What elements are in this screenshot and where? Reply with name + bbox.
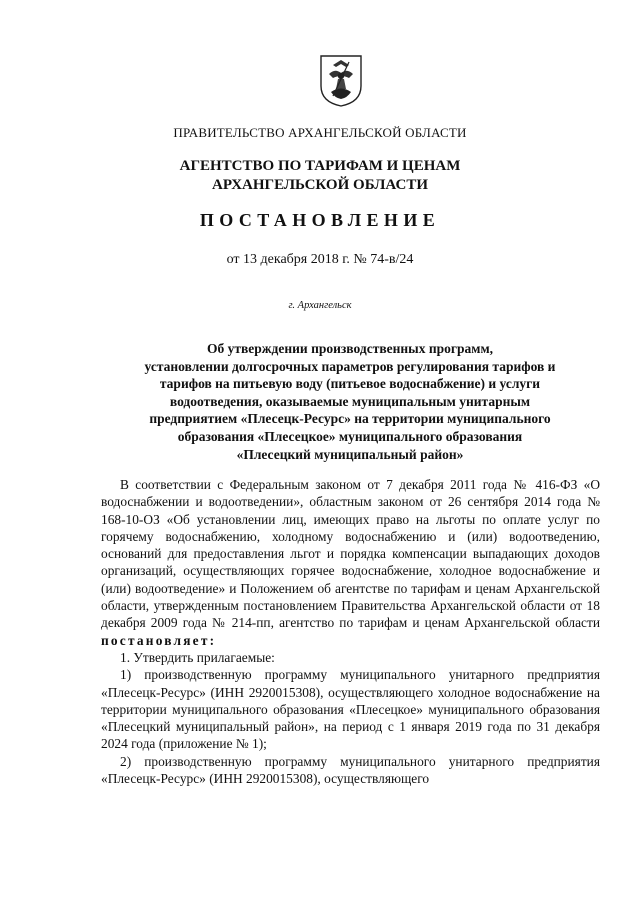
preamble-paragraph bbox=[101, 476, 600, 649]
arkhangelsk-coat-of-arms-icon bbox=[319, 54, 363, 108]
document-body bbox=[101, 476, 600, 787]
agency-name bbox=[0, 157, 640, 195]
preamble-text: В соответствии с Федеральным законом от 7 декабря 2011 года № 416-ФЗ «О водоснабжении и водоотведении», областным законом от 26 сентября 2014 года № 168-10-ОЗ «Об установлении лиц, имеющих право на льготы по оплате услуг по горячему водоснабжению, холодному водоснабжению и (или) водоотведению, оснований для предоставления льгот и порядка компенсации выпадающих доходов организаций, осуществляющих горячее водоснабжение, холодное водоснабжение и (или) водоотведение» и Положением об агентстве по тарифам и ценам Архангельской области, утвержденным постановлением Правительства Архангельской области от 18 декабря 2009 года № 214-пп, агентство по тарифам и ценам Архангельской области bbox=[101, 477, 600, 631]
document-city: г. Архангельск bbox=[288, 300, 352, 311]
item-1-subitem-1: 1) производственную программу муниципального унитарного предприятия «Плесецк-Ресурс» (ИНН 2920015308), осуществляющего холодное водоснабжение на территории муниципального образования «Плесецкое» муниципального образования «Плесецкий муниципальный район», на период с 1 января 2019 года по 31 декабря 2024 года (приложение № 1); bbox=[101, 667, 600, 752]
government-name: ПРАВИТЕЛЬСТВО АРХАНГЕЛЬСКОЙ ОБЛАСТИ bbox=[173, 125, 467, 140]
document-type: ПОСТАНОВЛЕНИЕ bbox=[199, 210, 441, 230]
title-line: установлении долгосрочных параметров регулирования тарифов и bbox=[144, 358, 556, 374]
title-line: «Плесецкий муниципальный район» bbox=[236, 446, 464, 462]
document-date-number: от 13 декабря 2018 г. № 74-в/24 bbox=[226, 252, 414, 267]
title-line: тарифов на питьевую воду (питьевое водоснабжение) и услуги bbox=[159, 376, 541, 392]
title-line: Об утверждении производственных программ, bbox=[206, 341, 494, 356]
agency-name-line-1: АГЕНТСТВО ПО ТАРИФАМ И ЦЕНАМ bbox=[179, 158, 461, 174]
agency-name-line-2: АРХАНГЕЛЬСКОЙ ОБЛАСТИ bbox=[212, 177, 428, 193]
title-line: водоотведения, оказываемые муниципальным унитарным bbox=[169, 393, 531, 409]
item-1-subitem-2: 2) производственную программу муниципального унитарного предприятия «Плесецк-Ресурс» (ИНН 2920015308), осуществляющего bbox=[101, 753, 600, 787]
title-line: образования «Плесецкое» муниципального образования bbox=[177, 428, 523, 444]
title-line: предприятием «Плесецк-Ресурс» на территории муниципального bbox=[149, 411, 551, 427]
item-1: 1. Утвердить прилагаемые: bbox=[120, 649, 275, 665]
document-title bbox=[100, 340, 600, 463]
resolves-keyword: постановляет: bbox=[101, 632, 217, 648]
